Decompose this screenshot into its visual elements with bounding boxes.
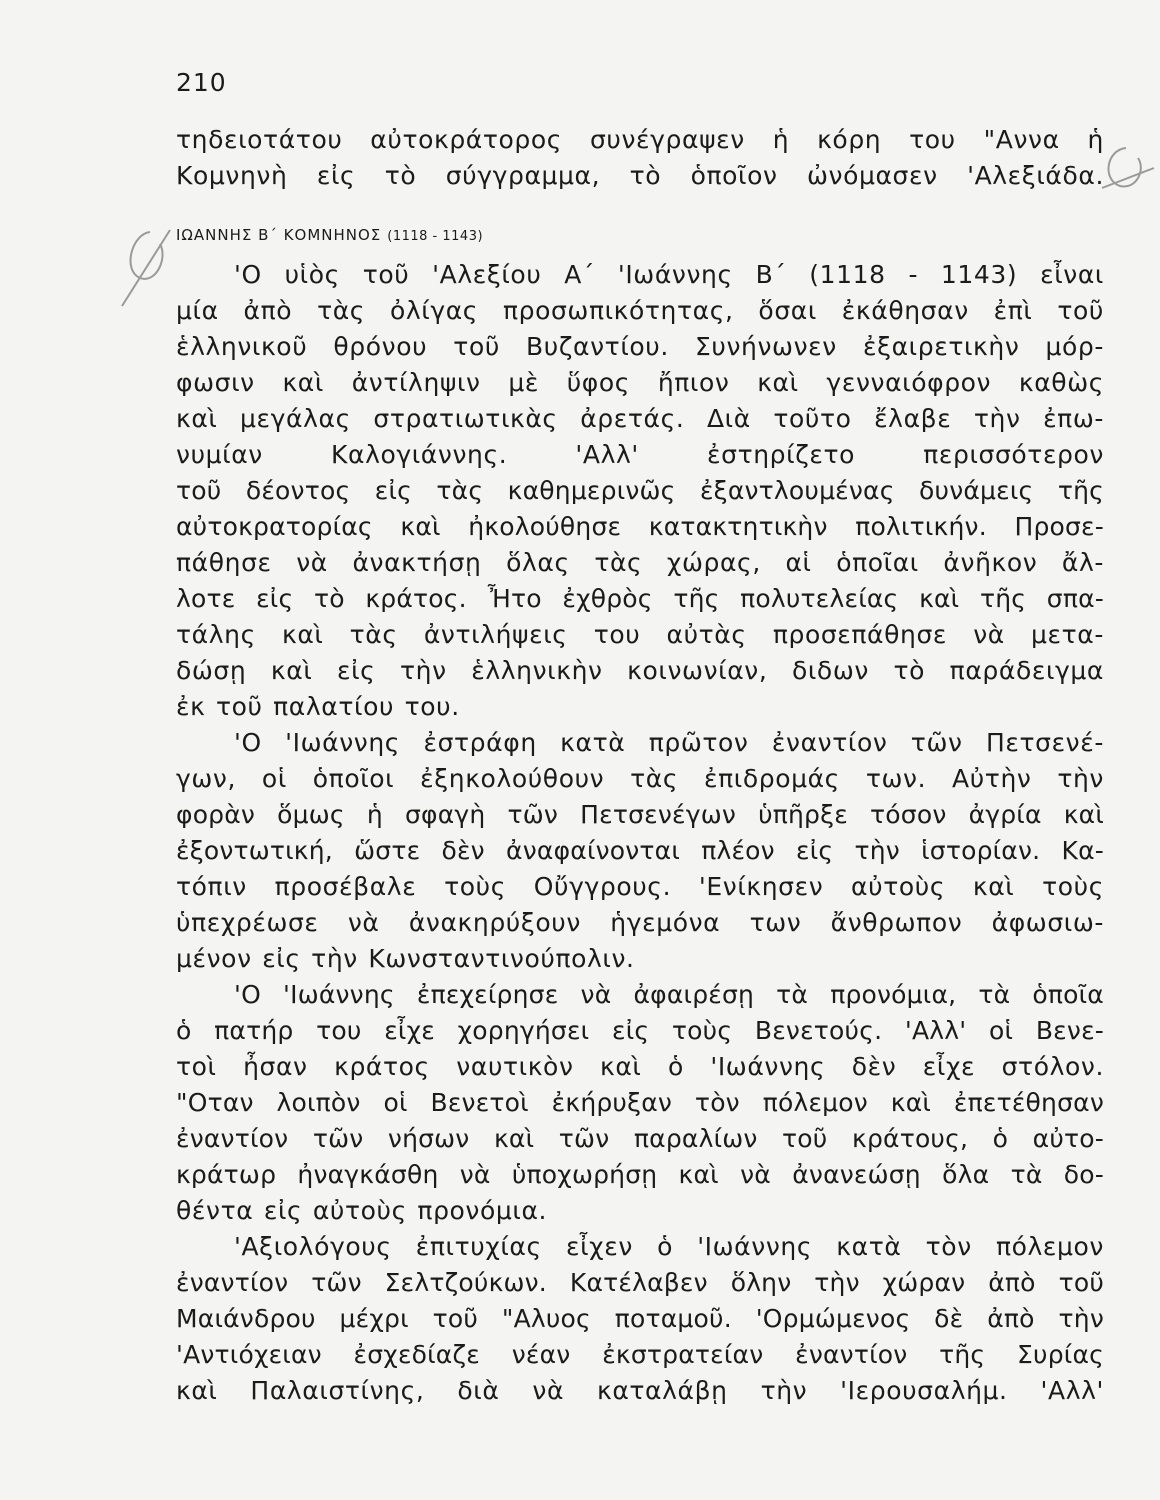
text-line: "Οταν λοιπὸν οἱ Βενετοὶ ἐκήρυξαν τὸν πόλεμον καὶ ἐπετέθησαν — [176, 1088, 1104, 1117]
section-title: ΙΩΑΝΝΗΣ Β΄ ΚΟΜΝΗΝΟΣ — [176, 226, 382, 244]
text-line: φωσιν καὶ ἀντίληψιν μὲ ὕφος ἤπιον καὶ γενναιόφρον καθὼς — [176, 368, 1104, 397]
text-line: ἐναντίον τῶν νήσων καὶ τῶν παραλίων τοῦ κράτους, ὁ αὐτο- — [176, 1124, 1104, 1153]
pencil-mark-right — [1096, 140, 1156, 200]
text-line: κράτωρ ἠναγκάσθη νὰ ὑποχωρήσῃ καὶ νὰ ἀνανεώσῃ ὅλα τὰ δο- — [176, 1160, 1104, 1189]
text-line: ἑλληνικοῦ θρόνου τοῦ Βυζαντίου. Συνήνωνεν ἐξαιρετικὴν μόρ- — [176, 332, 1104, 361]
text-line: ἐξοντωτική, ὥστε δὲν ἀναφαίνονται πλέον εἰς τὴν ἱστορίαν. Κα- — [176, 836, 1104, 865]
text-line: 'Ο 'Ιωάννης ἐστράφη κατὰ πρῶτον ἐναντίον τῶν Πετσενέ- — [234, 728, 1104, 757]
body-text — [176, 257, 1104, 1409]
text-line: ἐκ τοῦ παλατίου του. — [176, 692, 460, 721]
section-years: (1118 - 1143) — [387, 229, 484, 244]
text-line: ὑπεχρέωσε νὰ ἀνακηρύξουν ἡγεμόνα των ἄνθρωπον ἀφωσιω- — [176, 908, 1104, 937]
intro-paragraph — [176, 122, 1104, 194]
text-line: τοῦ δέοντος εἰς τὰς καθημερινῶς ἐξαντλουμένας δυνάμεις τῆς — [176, 476, 1104, 505]
text-line: Μαιάνδρου μέχρι τοῦ "Αλυος ποταμοῦ. 'Ορμώμενος δὲ ἀπὸ τὴν — [176, 1304, 1104, 1333]
text-line: 'Αξιολόγους ἐπιτυχίας εἶχεν ὁ 'Ιωάννης κατὰ τὸν πόλεμον — [234, 1232, 1104, 1261]
pencil-mark-left — [110, 222, 180, 312]
text-line: ὁ πατήρ του εἶχε χορηγήσει εἰς τοὺς Βενετούς. 'Αλλ' οἱ Βενε- — [176, 1016, 1104, 1045]
text-line: γων, οἱ ὁποῖοι ἐξηκολούθουν τὰς ἐπιδρομάς των. Αὐτὴν τὴν — [176, 764, 1104, 793]
text-line: θέντα εἰς αὐτοὺς προνόμια. — [176, 1196, 548, 1225]
text-line: ἐναντίον τῶν Σελτζούκων. Κατέλαβεν ὅλην τὴν χώραν ἀπὸ τοῦ — [176, 1268, 1104, 1297]
text-line: πάθησε νὰ ἀνακτήσῃ ὅλας τὰς χώρας, αἱ ὁποῖαι ἀνῆκον ἄλ- — [176, 548, 1104, 577]
text-line: καὶ Παλαιστίνης, διὰ νὰ καταλάβῃ τὴν 'Ιερουσαλήμ. 'Αλλ' — [176, 1376, 1104, 1405]
text-line: 'Ο 'Ιωάννης ἐπεχείρησε νὰ ἀφαιρέσῃ τὰ προνόμια, τὰ ὁποῖα — [234, 980, 1104, 1009]
page-number: 210 — [176, 68, 227, 97]
text-line: τόπιν προσέβαλε τοὺς Οὔγγρους. 'Ενίκησεν αὐτοὺς καὶ τοὺς — [176, 872, 1104, 901]
text-line: νυμίαν Καλογιάννης. 'Αλλ' ἐστηρίζετο περισσότερον — [176, 440, 1104, 469]
text-line: τοὶ ἦσαν κράτος ναυτικὸν καὶ ὁ 'Ιωάννης δὲν εἶχε στόλον. — [176, 1052, 1104, 1081]
text-line: Κομνηνὴ εἰς τὸ σύγγραμμα, τὸ ὁποῖον ὠνόμασεν 'Αλεξιάδα. — [176, 161, 1104, 190]
text-line: αὐτοκρατορίας καὶ ἠκολούθησε κατακτητικὴν πολιτικήν. Προσε- — [176, 512, 1104, 541]
text-line: 'Αντιόχειαν ἐσχεδίαζε νέαν ἐκστρατείαν ἐναντίον τῆς Συρίας — [176, 1340, 1104, 1369]
text-line: τάλης καὶ τὰς ἀντιλήψεις του αὐτὰς προσεπάθησε νὰ μετα- — [176, 620, 1104, 649]
text-line: δώσῃ καὶ εἰς τὴν ἑλληνικὴν κοινωνίαν, διδων τὸ παράδειγμα — [176, 656, 1104, 685]
text-line: τηδειοτάτου αὐτοκράτορος συνέγραψεν ἡ κόρη του "Αννα ἡ — [176, 125, 1104, 154]
text-line: 'Ο υἱὸς τοῦ 'Αλεξίου Α΄ 'Ιωάννης Β΄ (1118 - 1143) εἶναι — [234, 260, 1104, 289]
text-line: φορὰν ὅμως ἡ σφαγὴ τῶν Πετσενέγων ὑπῆρξε τόσον ἀγρία καὶ — [176, 800, 1104, 829]
text-line: μία ἀπὸ τὰς ὀλίγας προσωπικότητας, ὅσαι ἐκάθησαν ἐπὶ τοῦ — [176, 296, 1104, 325]
text-line: λοτε εἰς τὸ κράτος. Ἦτο ἐχθρὸς τῆς πολυτελείας καὶ τῆς σπα- — [176, 584, 1104, 613]
text-line: καὶ μεγάλας στρατιωτικὰς ἀρετάς. Διὰ τοῦτο ἔλαβε τὴν ἐπω- — [176, 404, 1104, 433]
text-line: μένον εἰς τὴν Κωνσταντινούπολιν. — [176, 944, 635, 973]
section-heading — [176, 226, 483, 244]
